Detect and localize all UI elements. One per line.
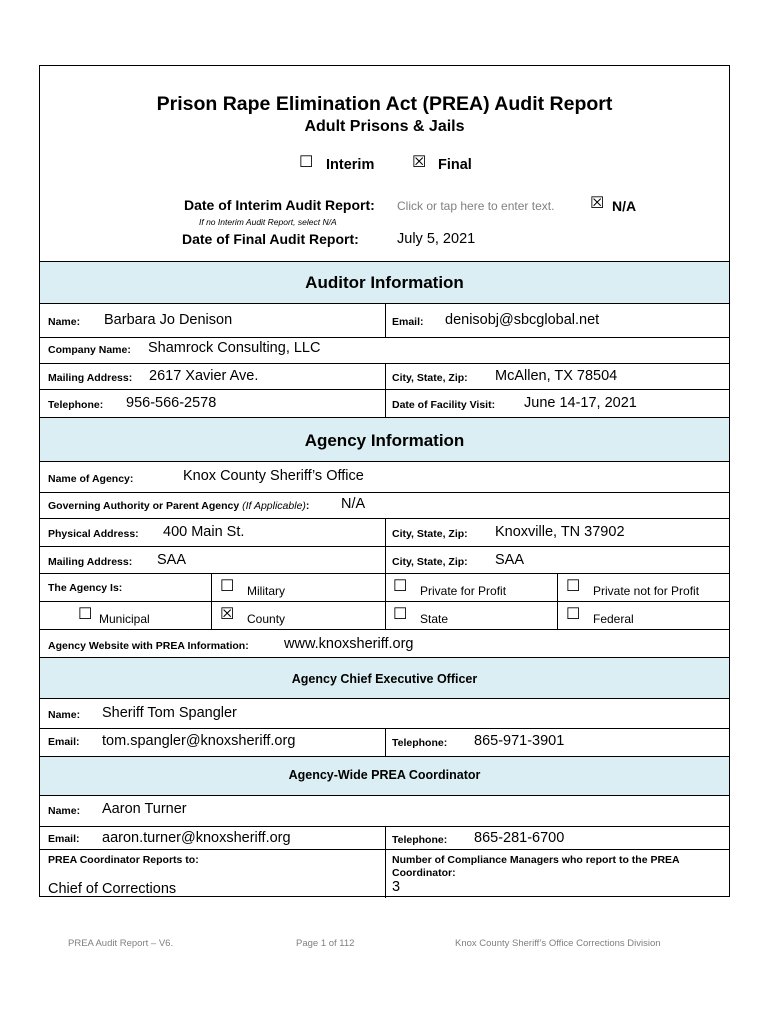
auditor-email[interactable]: denisobj@sbcglobal.net <box>445 312 600 328</box>
coordinator-phone[interactable]: 865-281-6700 <box>474 830 565 846</box>
auditor-email-label: Email: <box>392 316 424 328</box>
interim-label: Interim <box>326 157 375 173</box>
county-label: County <box>247 612 286 626</box>
physical-label: Physical Address: <box>48 528 139 540</box>
managers-count[interactable]: 3 <box>392 879 401 895</box>
ceo-name-label: Name: <box>48 709 81 721</box>
auditor-mailing[interactable]: 2617 Xavier Ave. <box>149 368 259 384</box>
ceo-name[interactable]: Sheriff Tom Spangler <box>102 705 237 721</box>
visit-label: Date of Facility Visit: <box>392 399 496 411</box>
agency-section-title: Agency Information <box>304 431 465 450</box>
auditor-city-label: City, State, Zip: <box>392 372 468 384</box>
report-subtitle: Adult Prisons & Jails <box>304 118 465 135</box>
federal-label: Federal <box>593 612 634 626</box>
auditor-phone-label: Telephone: <box>48 399 104 411</box>
military-label: Military <box>247 584 285 598</box>
na-label: N/A <box>612 198 637 214</box>
reports-to-value[interactable]: Chief of Corrections <box>48 881 177 897</box>
coordinator-phone-label: Telephone: <box>392 834 448 846</box>
agency-mailing-city[interactable]: SAA <box>495 552 525 568</box>
governing-colon: : <box>305 500 310 512</box>
managers-label-line1: Number of Compliance Managers who report to the PREA <box>392 854 680 866</box>
reports-to-label: PREA Coordinator Reports to: <box>48 854 199 866</box>
interim-checkbox[interactable]: ☐ <box>299 154 314 171</box>
municipal-label: Municipal <box>99 612 150 626</box>
private-profit-label: Private for Profit <box>420 584 507 598</box>
state-label: State <box>420 612 449 626</box>
agency-name[interactable]: Knox County Sheriff’s Office <box>183 468 364 484</box>
footer-version: PREA Audit Report – V6. <box>68 938 174 949</box>
visit-date[interactable]: June 14-17, 2021 <box>524 395 637 411</box>
auditor-city[interactable]: McAllen, TX 78504 <box>495 368 618 384</box>
agency-mailing[interactable]: SAA <box>157 552 187 568</box>
footer-page-number: Page 1 of 112 <box>296 938 355 949</box>
company-name[interactable]: Shamrock Consulting, LLC <box>148 340 321 356</box>
interim-date-label: Date of Interim Audit Report: <box>184 197 375 213</box>
interim-date-input[interactable]: Click or tap here to enter text. <box>397 199 555 213</box>
agency-mailing-city-label: City, State, Zip: <box>392 556 468 568</box>
company-label: Company Name: <box>48 344 131 356</box>
state-checkbox[interactable]: ☐ <box>393 606 408 623</box>
auditor-section-title: Auditor Information <box>305 273 464 292</box>
footer-facility: Knox County Sheriff’s Office Corrections Division <box>455 938 661 949</box>
agency-city-label: City, State, Zip: <box>392 528 468 540</box>
coordinator-name-label: Name: <box>48 805 81 817</box>
report-title: Prison Rape Elimination Act (PREA) Audit Report <box>156 93 613 115</box>
auditor-phone[interactable]: 956-566-2578 <box>126 395 217 411</box>
final-label: Final <box>438 157 472 173</box>
private-profit-checkbox[interactable]: ☐ <box>393 578 408 595</box>
final-date-label: Date of Final Audit Report: <box>182 231 359 247</box>
coordinator-section-title: Agency-Wide PREA Coordinator <box>288 768 481 782</box>
ceo-phone[interactable]: 865-971-3901 <box>474 733 565 749</box>
private-nonprofit-label: Private not for Profit <box>593 584 700 598</box>
website-label: Agency Website with PREA Information: <box>48 640 249 652</box>
coordinator-email-label: Email: <box>48 833 80 845</box>
ceo-phone-label: Telephone: <box>392 737 448 749</box>
governing-value[interactable]: N/A <box>341 496 366 512</box>
agency-city[interactable]: Knoxville, TN 37902 <box>495 524 625 540</box>
agency-mailing-label: Mailing Address: <box>48 556 133 568</box>
ceo-section-title: Agency Chief Executive Officer <box>291 672 478 686</box>
na-checkbox[interactable]: ☒ <box>590 195 605 212</box>
private-nonprofit-checkbox[interactable]: ☐ <box>566 578 581 595</box>
agency-type-label: The Agency Is: <box>48 582 123 594</box>
municipal-checkbox[interactable]: ☐ <box>78 606 93 623</box>
federal-checkbox[interactable]: ☐ <box>566 606 581 623</box>
county-checkbox[interactable]: ☒ <box>220 606 235 623</box>
final-date-value[interactable]: July 5, 2021 <box>397 231 476 247</box>
agency-name-label: Name of Agency: <box>48 473 134 485</box>
final-checkbox[interactable]: ☒ <box>412 154 427 171</box>
governing-label: Governing Authority or Parent Agency <box>48 500 240 512</box>
ceo-email-label: Email: <box>48 736 80 748</box>
agency-website[interactable]: www.knoxsheriff.org <box>284 636 414 652</box>
auditor-mailing-label: Mailing Address: <box>48 372 133 384</box>
coordinator-name[interactable]: Aaron Turner <box>102 801 187 817</box>
physical-address[interactable]: 400 Main St. <box>163 524 245 540</box>
managers-label-line2: Coordinator: <box>392 867 456 879</box>
auditor-name[interactable]: Barbara Jo Denison <box>104 312 233 328</box>
audit-form <box>39 65 730 897</box>
governing-note: (If Applicable) <box>242 500 306 512</box>
interim-note: If no Interim Audit Report, select N/A <box>199 217 337 227</box>
governing-label-group <box>48 500 309 512</box>
coordinator-email[interactable]: aaron.turner@knoxsheriff.org <box>102 830 291 846</box>
auditor-name-label: Name: <box>48 316 81 328</box>
military-checkbox[interactable]: ☐ <box>220 578 235 595</box>
ceo-email[interactable]: tom.spangler@knoxsheriff.org <box>102 733 296 749</box>
